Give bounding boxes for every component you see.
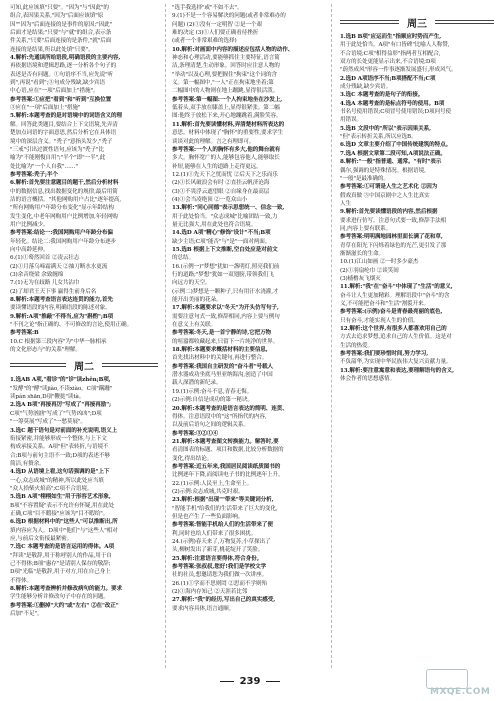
text-line: (或者一个非常艰难的选择)	[172, 38, 237, 45]
text-line: 要读懂语段的内容,明确语段的陈述对象。	[10, 305, 111, 312]
text-line: "举动"以及心理,要把握住"拘束"这个词的含	[172, 71, 277, 78]
right-text-block-b	[340, 183, 494, 383]
text-line: 中的数据信息,找出数据变化的规律,最后用简	[10, 188, 118, 195]
text-line: 简洁,有赘余。	[10, 460, 45, 467]
text-line: 参考答案:我们要珍惜时间,努力学习,	[340, 351, 429, 358]
text-line: "蔚然成风"形容一件事逐渐发展盛行,形成风气。	[340, 67, 457, 74]
text-line: (3)余音绕梁 余致缠绵	[10, 272, 64, 278]
text-line: 读pán shān,D项"鞭挞"读tà。	[10, 394, 85, 401]
text-line: 处比喻为"一个人自我"……"	[10, 163, 78, 170]
text-line: 不负韶华,为实现中华民族伟大复兴贡献力量。	[340, 359, 452, 366]
text-line: "智能手机"给我们的生活带来了巨大的变化,	[172, 505, 278, 512]
heading-rule	[435, 20, 494, 24]
text-line: (2)①长风破浪会有时 ②直挂云帆济沧海	[172, 180, 270, 187]
text-line: 2.选A B项"再接再厉"写成了"再接再励";	[10, 402, 111, 409]
text-line: "三戒"引出过渡性语句,应该为"秃子"比	[10, 146, 104, 153]
text-line: 假戏真做 ③中国京剧中之人生比真实	[340, 192, 430, 199]
text-line: 27.解析:"我"的经历,写出自己的真实感受,	[172, 597, 276, 604]
text-line: 行的道路;"梦想"犹如一双翅膀,带领我们飞	[172, 272, 274, 278]
text-line: 21.解析:本题考查图文转换能力。解答时,要	[172, 438, 279, 445]
text-line: 楚加点词语的字面意思,然后分析它在具体语	[10, 130, 117, 137]
text-line: 参考答案:秃子;半个	[10, 171, 58, 178]
text-line: 的文化形态与"的关系"理解。	[10, 347, 81, 354]
text-line: 义。第一幅图中,"一人"正在拘束地坐着;第	[172, 80, 274, 87]
text-line: 衔接紧密,并能够形成一个整体,与上下文	[10, 435, 107, 442]
text-line: 潜水器成功坐底马里亚纳海沟,创造了中国	[172, 372, 273, 379]
text-line: 24.(示例)春天来了,万物复苏,小草探出了	[172, 539, 271, 545]
text-line: 参考答案:冬天,是一首宁静的诗,它把万物	[172, 330, 272, 337]
answer-page	[10, 4, 494, 674]
text-line: 同,内容上要有联系。	[340, 225, 392, 232]
watermark-box-icon	[426, 669, 468, 689]
text-line: 需要注意句式一致,修辞相同,内容上要与例句	[172, 313, 280, 320]
text-line: 10.(1)江山如画 ②一时多少豪杰	[340, 259, 419, 266]
text-line: 量无比强大,用在此处也符合语境。	[172, 221, 257, 228]
text-line: 低着头,双手放在膝盖上,显得很紧张。第二幅	[172, 105, 280, 112]
text-line: 一心,众志成城"的精神,所以此处应当填	[10, 477, 104, 484]
text-line: (示例二)梦想是一颗种子,只有用汗水浇灌,才	[172, 288, 279, 295]
text-line: 人生	[340, 200, 351, 207]
left-text-block-b	[10, 179, 158, 354]
text-line: 6.选D 根据材料中的"这些人"可以推断出,所	[10, 519, 118, 526]
text-line: (3)①不畏浮云遮望眼 ②自缘身在最高层	[172, 188, 270, 195]
text-line: (2)①海内存知己 ②天涯若比邻	[172, 589, 248, 596]
text-line: 参考答案:①应把"看到"和"听到"互换位置	[10, 96, 112, 103]
text-line: 4.选D 从语境上看,这句话强调的是"上下	[10, 469, 110, 476]
text-line: 参考答案:近五年来,我国居民阅读纸质图书的	[172, 463, 281, 470]
text-line: 体会作者的思想感情。	[340, 376, 395, 383]
text-line: 境中的深层含义。"秃子"意指头发少,"秃子	[10, 138, 113, 145]
text-line: 能开出美丽的花朵。	[172, 297, 222, 304]
text-line: 以及前后语句之间的逻辑关系。	[172, 422, 249, 429]
text-line: 只有奋斗,才能实现人生的价值。	[340, 317, 419, 324]
text-line: 要求进行仿写。注意句式要一致,修辞手法相	[340, 217, 447, 224]
text-line: 二幅图中的人物则在地上蹦跳,显得很活泼。	[172, 88, 279, 95]
text-line: 年轻化。结论二:我国网购用户年龄分布逐步	[10, 238, 117, 245]
text-line: 补短,能够在人生的道路上走得更远。	[172, 163, 262, 170]
text-line: (2)示例:众志成城,共克时艰。	[172, 488, 244, 495]
text-line: 发生变化,中老年网购用户比例增加,年轻网购	[10, 213, 118, 220]
text-line: 5.解析:本题考查的是对语境中的词语含义的理	[10, 113, 122, 120]
text-line: 18.解析:本题要求概括材料的主要信息,	[172, 347, 268, 354]
text-line: 比例逐年下降,而阅读电子书的比例逐年上升。	[172, 472, 284, 479]
text-line: 8.解析:本题考查辨析并修改病句的能力。要求	[10, 586, 122, 593]
text-line: 4.解析:先通读所给语段,明确语段的主要内容,	[10, 55, 121, 62]
week3-heading	[340, 14, 494, 30]
text-line: 奋斗让人生更加精彩。理解语段中"奋斗"的含	[340, 292, 450, 299]
text-line: 参考答案:明明满地园林里面长满了花和草,	[340, 234, 443, 241]
text-line: 4.选A 本题考查的是标点符号的使用。B项	[340, 100, 445, 107]
text-line: (2)①羽扇纶巾 ②谈笑间	[340, 267, 399, 274]
right-text-block-a	[340, 33, 494, 183]
text-line: 成分残缺,缺少宾语。	[340, 84, 392, 91]
text-line: 多大。胸怀宽广的人,能够包容他人,能够取长	[172, 155, 280, 162]
text-line: 14.选D A项"精心"修饰"设计"不当;B项	[172, 230, 271, 237]
text-line: 参考答案:一个人的胸怀有多大,他的舞台就有	[172, 146, 281, 153]
text-line: 变化,得出结论。	[172, 455, 213, 462]
text-line: 喻为"不能刚愎自用";"半个"即"一半",此	[10, 155, 106, 162]
text-line: 中心语,应在"一项"后面加上"措施"。	[10, 88, 99, 95]
text-line: 13.解析:"同心同德"表示思想统一、信念一致,	[172, 205, 285, 212]
text-line: 12.(1)①先天下之忧而忧 ②后天下之乐而乐	[172, 171, 278, 178]
middle-column	[172, 4, 322, 668]
text-line: 的总结。	[172, 255, 194, 262]
text-line: 用户比例减少。	[10, 221, 49, 228]
text-line: 15.选B 根据上下文推断,空白处应是对前文	[172, 246, 278, 253]
text-line: 7.(1)无为在歧路 儿女共沾巾	[10, 280, 80, 287]
text-line: 意思。材料中体现了"胸怀"的重要性,要求学生	[172, 130, 284, 137]
text-line: 11.解析:"我"在"奋斗"中体现了"生活"的意义,	[340, 284, 453, 291]
text-line: 11.解析:首先要读懂材料,弄清楚材料所表达的	[172, 121, 285, 128]
text-line: 神态和心理活动,要能够抓住主要特征,语言简	[172, 55, 280, 62]
text-line: 10.解析:对画面中内容的描述应包括人物的动作、	[172, 46, 294, 53]
text-line: 参考答案:①删掉"大约"或"左右" ②在"改正"	[10, 602, 119, 609]
text-line: 5.选B A项"栩栩如生"用于形容艺术形象,	[10, 494, 111, 501]
text-line: (4)①会当凌绝顶 ②一览众山小	[172, 196, 248, 203]
text-line: 谈谈对此的理解。言之有理即可。	[172, 138, 255, 145]
text-line: 7.选C 本题考查的是语言运用的得体。A项	[10, 544, 114, 551]
text-line: 参考答案:我国自主研发的"奋斗者"号载人	[172, 363, 273, 370]
column-divider	[331, 4, 332, 668]
text-line: 到",再说"看到";③句成分残缺,缺少宾语	[10, 80, 105, 87]
text-line: 的喧嚣都收藏起来,只留下一片纯净的世界。	[172, 338, 279, 345]
left-text-block-c	[10, 376, 158, 618]
text-line: "一般"是最准确的。	[340, 175, 389, 182]
text-line: 书名号使用错误;C项冒号使用错误;D项问号使	[340, 109, 452, 116]
column-divider	[165, 4, 166, 668]
text-line: 12.解析:这个世界,有很多人都喜欢用自己的	[340, 326, 447, 333]
text-line: "拜读"是敬辞,用于称呼别人的作品,用于自	[10, 552, 112, 559]
text-line: 23.解析:根据"出现""带来"等关键词分析,	[172, 497, 274, 504]
text-line: 但是也产生了一些负面影响。	[172, 513, 244, 520]
watermark-text: MXQE.COM	[430, 687, 491, 697]
text-line: 合;B项与前句主语不一致;D项的表述不够	[10, 452, 110, 459]
text-line: 青草在阳光下闪烁着绿色的光芒,更引发了那	[340, 242, 447, 249]
text-line: 19.(1)示例:奋斗不息,青春无悔。	[172, 388, 253, 395]
text-line: 问题) (2)①没有一定明智 ②是一个艰	[172, 21, 262, 28]
text-line: 后面才是结果;"只要"与"就"的组合,表示条	[10, 30, 112, 37]
text-line: 用于此处恰当。A项"有口皆碑"比喻人人称赞,	[340, 42, 450, 49]
text-line: 学生能够分析并修改句子中存在的问题。	[10, 594, 109, 601]
text-line: 1.选AB A项,"看诊"的"诊"读zhěn;B项,	[10, 377, 111, 384]
text-line: 洁,条理清楚,生动形象。回答时应注意人物的	[172, 63, 280, 70]
text-line: 参考答案:①可谓是人生之艺术化 ②因为	[340, 184, 438, 191]
heading-rule	[10, 363, 66, 367]
text-line: 偶尔,强调的是特殊情况。根据语境,	[340, 167, 426, 174]
text-line: "选手我选择"或"不如不去"。	[172, 5, 243, 11]
text-line: 向中高龄延伸。	[10, 246, 49, 253]
left-text-block-a	[10, 4, 158, 179]
text-line: 参考答案:张叔叔,您好!我们是学校文学	[172, 564, 267, 571]
text-line: 参考答案:结论一:我国网购用户年龄分布偏	[10, 230, 113, 237]
text-line: 再依据语境和逻辑思路,逐一分析各个句子的	[10, 63, 117, 70]
text-line: 载人深潜的新纪录。	[172, 380, 222, 387]
week3-title: 周三	[407, 18, 427, 30]
text-line: 参考答案:(示例)奋斗是青春最亮丽的底色,	[340, 309, 443, 316]
text-line: 2.选D A项语序不当;B项搭配不当;C项	[340, 75, 436, 82]
middle-text-block	[172, 4, 322, 613]
text-line: 要求内容具体,语言通顺。	[172, 605, 235, 612]
page-number-dash	[266, 681, 280, 682]
text-line: (2)示例:自信是成功的第一秘诀。	[172, 397, 253, 404]
text-line: 8.解析:本题考查语言表达连贯的能力,首先	[10, 297, 113, 304]
text-line: 在意义上有关联。	[172, 322, 216, 329]
text-line: "不刊之论"指正确的、不可修改的言论,使用正确。	[10, 322, 132, 329]
text-line: 26.(1)①学而不思则罔 ②思而不学则殆	[172, 580, 267, 587]
text-line: 13.解析:要注意寓意和表达,要理解语句的含义,	[340, 367, 454, 374]
text-line: 6.解析:首先要注意题目的题干,然后分析材料	[10, 180, 119, 187]
heading-rule	[340, 20, 399, 24]
text-line: 看清图表的标题、项目和数据,比较分析数据的	[172, 447, 284, 454]
text-line: C项"气势汹汹"写成了"气势凶凶";D项	[10, 410, 102, 417]
text-line: 方式去追求梦想,追求自己的人生价值。这是对	[340, 334, 452, 341]
text-line: ③应在"一项"后面加上"措施"	[10, 105, 81, 112]
text-line: 首先找出材料中的关键句,再进行整合。	[172, 355, 268, 362]
text-line: "众人拾柴火焰高";C项不合语境。	[10, 485, 93, 492]
text-line: "一筹莫展"写成了"一愁莫展"。	[10, 419, 86, 426]
text-line: 件关系,"只要"后面连接的是条件,"就"后面	[10, 38, 112, 45]
text-line: 8.解析:"一般"指普通、通常。"有时"表示	[340, 159, 442, 166]
page-number-dash	[220, 681, 234, 682]
text-line: 6.(1)①蓦然回首 ②凌云壮志	[10, 255, 80, 262]
text-line: 正确,C项"目不暇接"应该为"目不暇给"。	[10, 510, 109, 517]
text-line: 参考答案:③②①④	[172, 430, 218, 437]
text-line: 6.选D 文章主要介绍了中国传统建筑的特点。	[340, 142, 452, 149]
text-line: 参考答案:B	[10, 330, 39, 337]
watermark-logo	[426, 669, 496, 699]
page-number-value: 239	[239, 676, 261, 687]
text-line: 20.解析:本题考查的是语言表达的简明、连贯、	[172, 405, 288, 412]
heading-rule	[102, 363, 158, 367]
text-line: 图:他终于放松下来,开心地蹦跳着,满脸笑容。	[172, 113, 282, 120]
text-line: 解。回答此类题目,要结合上下文语境,先弄清	[10, 121, 118, 128]
text-line: B项"不容置疑"表示不允许有怀疑,用在此处	[10, 502, 115, 509]
text-line: 连接的是结果,所以此处填"只要"。	[10, 46, 94, 53]
text-line: 后加"不足"。	[10, 611, 43, 618]
text-line: 渐渐滋长的生命。	[340, 250, 384, 257]
text-line: 9.解析:A项"推敲"不得当,应为"斟酌";B项	[10, 313, 113, 320]
text-line: 1.选B B项"应运而生"指顺应时势而产生,	[340, 34, 442, 40]
text-line: 参考答案:第一幅图:一个人拘束地坐在沙发上,	[172, 96, 283, 103]
text-line: "但"表示转折关系,所以应选B。	[340, 134, 417, 141]
text-line: 16.(示例一)"梦想"犹如一盏明灯,照亮我们前	[172, 263, 280, 270]
text-line: 填内容应为人。D项中"他们"与"这些人"相对	[10, 527, 118, 534]
text-line: 利,同时也给人们带来了很多困扰。	[172, 530, 257, 537]
text-line: 生活的热爱。	[340, 342, 373, 349]
week2-heading	[10, 357, 158, 373]
text-line: "所有网购用户年龄分布变化"显示年龄结构	[10, 205, 114, 212]
text-line: 组合,表因果关系,"因为"后面应该填"原	[10, 13, 104, 20]
text-line: (2)了却君王天下事 赢得生前身后名	[10, 288, 97, 295]
text-line: 3.选C 题干语句是对前面的补充说明,语义上	[10, 427, 118, 434]
text-line: 参考答案:智能手机给人们的生活带来了便	[172, 522, 273, 529]
text-line: (2)①月落乌啼霜满天 ②抽刀断水水更流	[10, 263, 108, 270]
text-line: 因""因为"后面连接的是事件的原因;"因此"	[10, 21, 113, 28]
page-number	[0, 676, 500, 687]
text-line: 17.解析:本题要求以"冬天"为开头仿写句子,	[172, 305, 279, 312]
text-line: 10.C 根据第三段内容"为"中华一脉相承	[10, 338, 107, 345]
text-line: 双方的长处更能显示出来,不合语境;D项	[340, 59, 436, 66]
text-line: 用错误。	[340, 117, 362, 124]
text-line: 可知,此应该填"只要"。"因为"与"因此"的	[10, 5, 109, 11]
text-line: 22.(1)示例:人民至上,生命至上。	[172, 480, 253, 487]
right-column	[340, 4, 494, 668]
text-line: 9.解析:首先要读懂语段的内容,然后根据	[340, 209, 438, 216]
text-line: 义,不可能把奋斗和"生活"割裂开来。	[340, 301, 430, 307]
text-line: 构成承接关系。A项"但"表转折,与语境不	[10, 444, 109, 451]
text-line: 5.选B 文段中的"所以"表示因果关系,	[340, 125, 432, 132]
text-line: 3.选C 本题考查的是句子的衔接。	[340, 92, 424, 99]
text-line: 洁的语言概括。"其他网购用户占比"逐年提高,	[10, 196, 122, 203]
text-line: 表述是否有问题。①句语序不当,应先说"听	[10, 71, 114, 78]
text-line: 不得体。	[10, 577, 32, 584]
text-line: (3)樯橹灰飞烟灭	[340, 275, 381, 282]
text-line: 缺少主语;C项"能否"与"是"一面对两面。	[172, 238, 271, 245]
text-line: 得体。注意语段中的"这"所指代的内容,	[172, 413, 267, 420]
text-line: 应,与前后文衔接最紧密。	[10, 535, 73, 542]
text-line: 9.(1)不是一个容易解决的问题(或者非常难办的	[172, 13, 286, 20]
text-line: D项"光临"是敬辞,用于对方,用在自己身上	[10, 569, 111, 576]
text-line: 己不得体;B项"惠存"是请别人保存的敬辞;	[10, 561, 111, 567]
text-line: 头,柳树发出了新芽,桃花绽开了笑脸。	[172, 547, 264, 554]
text-line: 25.解析:注意语言要得体,符合身份。	[172, 555, 263, 562]
week2-title: 周二	[74, 361, 94, 373]
text-line: 难的决定 (3)①人们要正确看待挫折	[172, 30, 259, 37]
text-line: 社的社员,想邀请您为我们做一次讲座。	[172, 572, 268, 579]
text-line: "发酵"的"酵"读jiào,不读xiào。C项"蹒跚"	[10, 385, 113, 392]
left-column	[10, 4, 158, 668]
text-line: 用于此处恰当。"众志成城"比喻团结一致,力	[172, 213, 278, 220]
text-line: 向远方的天空。	[172, 280, 211, 287]
text-line: 7.选A 根据文章第二段可知,A项说法正确。	[340, 150, 446, 157]
text-line: 不合语境;C项"相得益彰"指两者互相配合,	[340, 50, 441, 57]
